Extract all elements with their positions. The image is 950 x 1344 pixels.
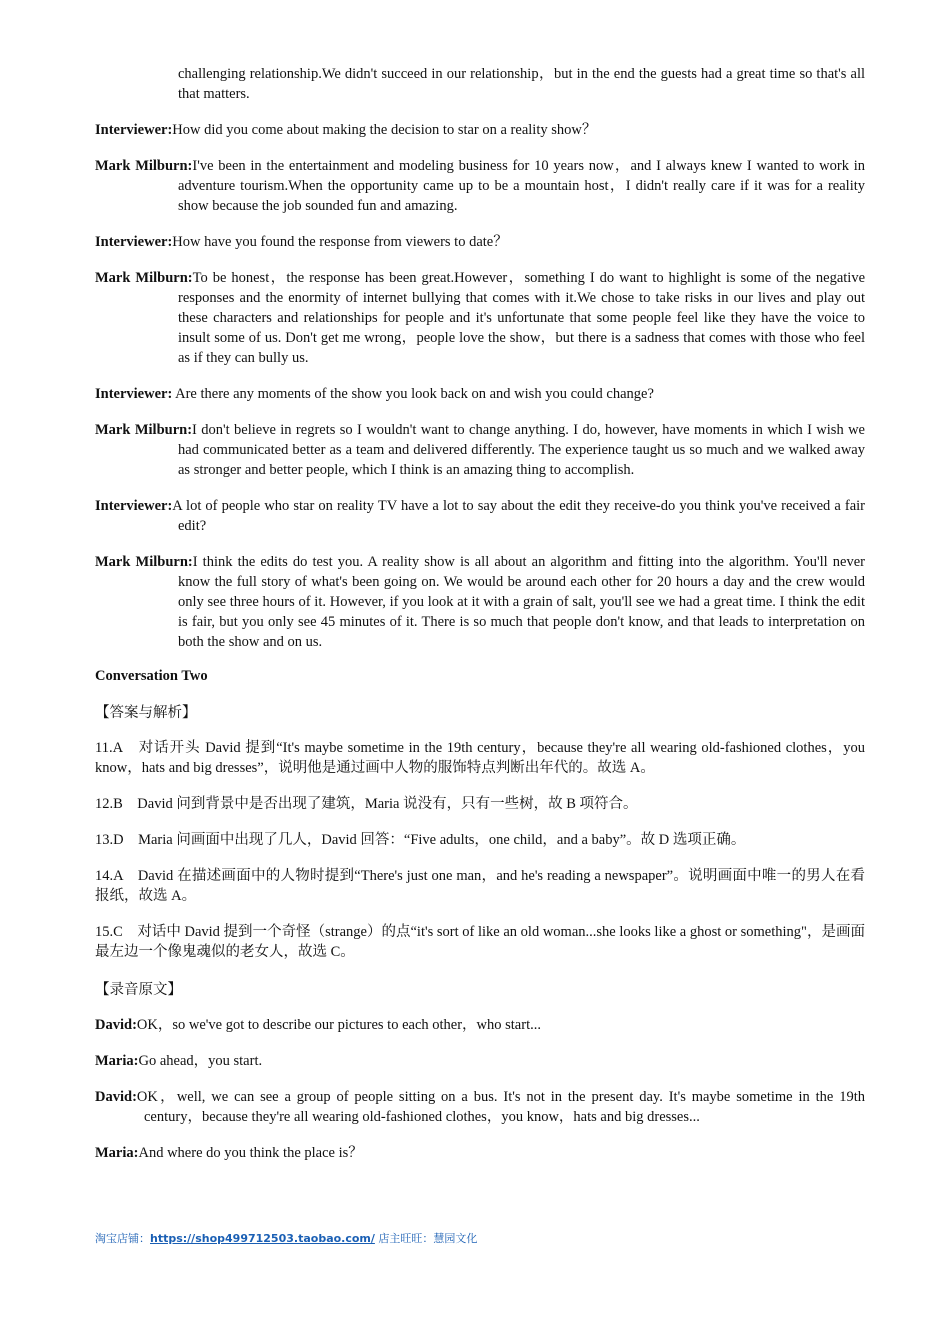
answer-item: 11.A 对话开头 David 提到“It's maybe sometime in the 19th century，because they're all wearing old-fashioned clothes，you know，hats and big dresses”，说明他是通过画中人物的服饰特点判断出年代的。故选 A。 [95,740,865,776]
transcript-paragraph: Interviewer: Are there any moments of the show you look back on and wish you could change? [95,386,654,402]
transcript-paragraph: Mark Milburn:I don't believe in regrets so I wouldn't want to change anything. I do, however, have moments in which I wish we had communicated better as a team and delivered differently. The experience taught us so much and we walked away as stronger and better people, which I think is an amazing thing to accomplish. [95,422,865,478]
transcript-paragraph: Interviewer:How have you found the response from viewers to date？ [95,234,508,250]
section-title: Conversation Two [95,668,208,684]
transcript-paragraph: Interviewer:How did you come about making the decision to star on a reality show？ [95,122,597,138]
document-page [95,64,865,1179]
transcript-paragraph: Mark Milburn:I think the edits do test you. A reality show is all about an algorithm and fitting into the algorithm. You'll never know the full story of what's been going on. We would be around each other for 20 hours a day and the crew would only see three hours of it. However, if you look at it with a grain of salt, you'll see we had a great time. I think the edit is fair, but you only see 45 minutes of it. There is so much that people don't know, and that leads to interpretation on both the show and on us. [95,554,865,650]
interview-transcript [95,64,865,652]
transcript-paragraph: Interviewer:A lot of people who star on reality TV have a lot to say about the edit they receive-do you think you've received a fair edit? [95,498,865,534]
shop-link[interactable]: https://shop499712503.taobao.com/ [150,1232,375,1245]
dialogue-line: David:OK，well, we can see a group of people sitting on a bus. It's not in the present day. It's maybe sometime in the 19th century，because they're all wearing old-fashioned clothes，you know，hats and big dresses... [95,1089,865,1125]
shop-label: 淘宝店铺： [95,1232,150,1245]
transcript-paragraph: Mark Milburn:I've been in the entertainment and modeling business for 10 years now，and I always knew I wanted to work in adventure tourism.When the opportunity came up to be a mountain host，I didn't really care if it was for a reality show because the job sounded fun and amazing. [95,158,865,214]
answer-item: 14.A David 在描述画面中的人物时提到“There's just one man，and he's reading a newspaper”。说明画面中唯一的男人在看报纸，故选 A。 [95,868,865,904]
page-footer [95,1230,477,1246]
answer-item: 15.C 对话中 David 提到一个奇怪（strange）的点“it's sort of like an old woman...she looks like a ghost or something"，是画面最左边一个像鬼魂似的老女人，故选 C。 [95,924,865,960]
answer-item: 13.D Maria 问画面中出现了几人，David 回答：“Five adults，one child，and a baby”。故 D 选项正确。 [95,832,746,848]
dialogue-line: Maria:Go ahead，you start. [95,1053,263,1069]
transcript-paragraph: Mark Milburn:To be honest，the response has been great.However，something I do want to highlight is some of the negative responses and the enormity of internet bullying that comes with it.We chose to take risks in our lives and play out these characters and relationships for people and it's unfortunate that some people feel like they have the voice to insult some of us. Don't get me wrong，people love the show，but there is a sadness that comes with those who feel as if they can bully us. [95,270,866,366]
dialogue-line: Maria:And where do you think the place is？ [95,1145,363,1161]
answer-heading: 【答案与解析】 [95,705,197,721]
transcript-paragraph: challenging relationship.We didn't succeed in our relationship，but in the end the guests had a great time so that's all that matters. [178,66,865,102]
dialogue-line: David:OK，so we've got to describe our pictures to each other，who start... [95,1017,541,1033]
answer-item: 12.B David 问到背景中是否出现了建筑，Maria 说没有，只有一些树，故 B 项符合。 [95,796,638,812]
owner-label: 店主旺旺：慧园文化 [374,1232,478,1245]
transcript-heading: 【录音原文】 [95,982,182,998]
